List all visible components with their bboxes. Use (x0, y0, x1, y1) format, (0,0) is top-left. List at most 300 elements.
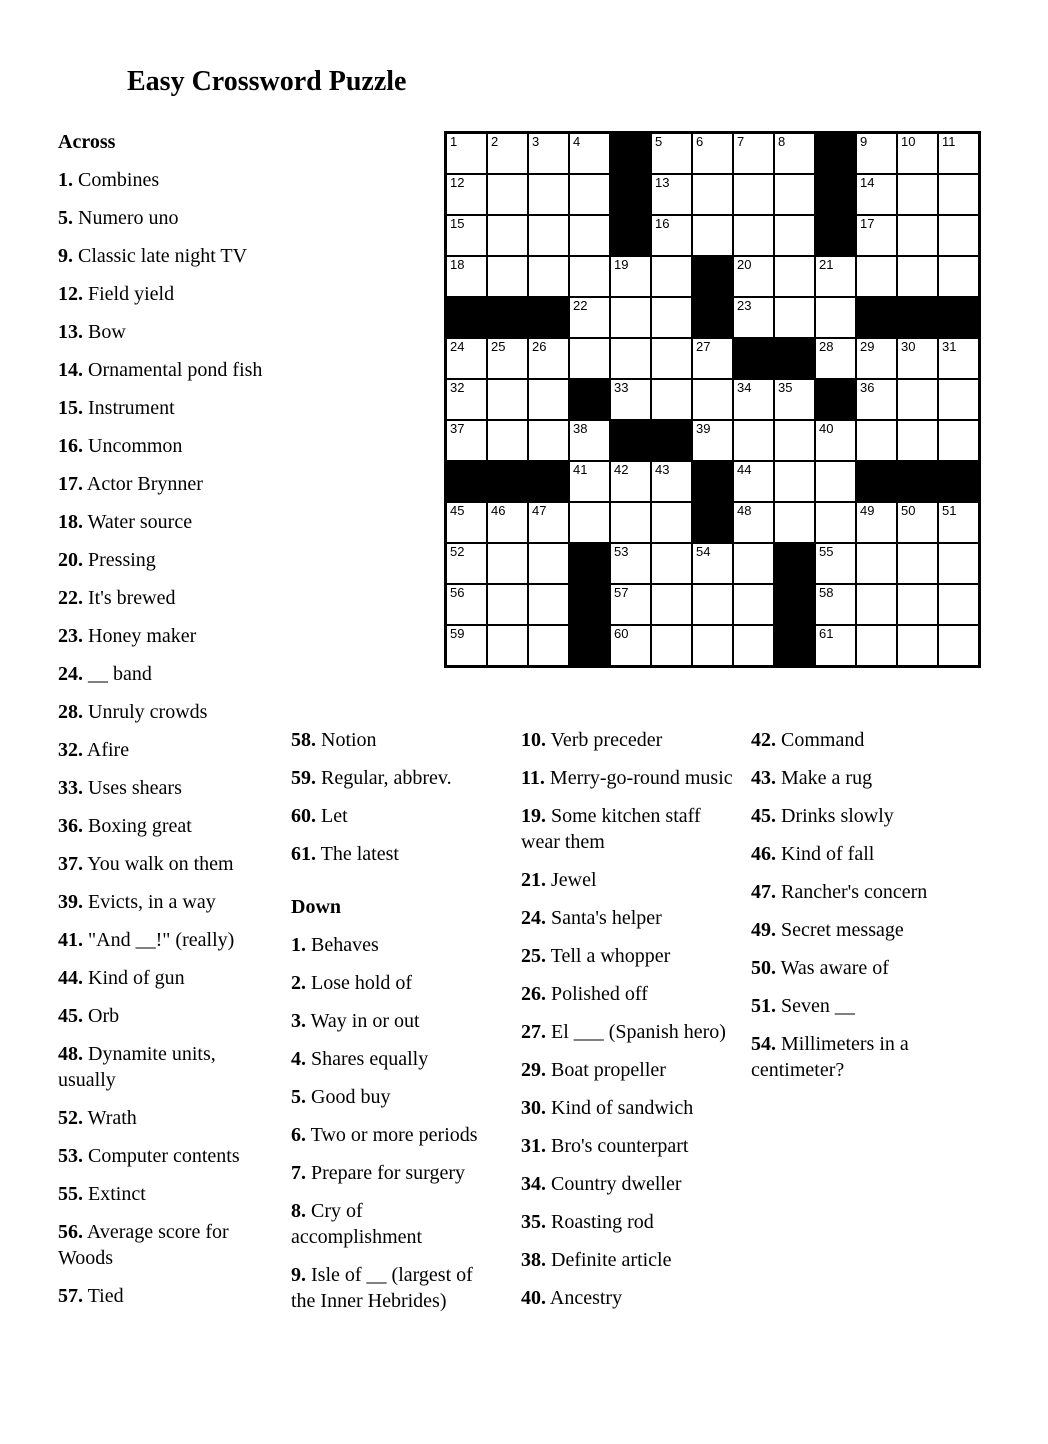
clue-down-8 (291, 1198, 493, 1250)
grid-cell[interactable] (938, 584, 979, 625)
black-cell (815, 379, 856, 420)
grid-cell[interactable] (856, 420, 897, 461)
grid-cell[interactable] (528, 338, 569, 379)
cell-number: 9 (860, 134, 868, 149)
grid-cell[interactable] (815, 625, 856, 666)
clue-text: Secret message (776, 919, 904, 941)
black-cell (610, 174, 651, 215)
clue-number: 52. (58, 1107, 83, 1129)
clue-text: Bro's counterpart (546, 1135, 689, 1157)
clue-down-6 (291, 1122, 493, 1148)
grid-cell[interactable] (733, 502, 774, 543)
grid-cell[interactable] (528, 502, 569, 543)
grid-cell[interactable] (856, 543, 897, 584)
grid-cell[interactable] (569, 297, 610, 338)
grid-cell[interactable] (610, 338, 651, 379)
grid-cell[interactable] (815, 420, 856, 461)
grid-cell[interactable] (610, 256, 651, 297)
cell-number: 29 (860, 339, 875, 354)
grid-cell[interactable] (569, 420, 610, 461)
grid-cell[interactable] (897, 625, 938, 666)
grid-cell[interactable] (651, 338, 692, 379)
clue-number: 46. (751, 843, 776, 865)
grid-cell[interactable] (692, 174, 733, 215)
clue-text: Unruly crowds (83, 701, 208, 723)
cell-number: 22 (573, 298, 588, 313)
clue-down-11 (521, 765, 737, 791)
grid-cell[interactable] (815, 256, 856, 297)
grid-cell[interactable] (610, 297, 651, 338)
clue-text: Definite article (546, 1249, 672, 1271)
grid-cell[interactable] (569, 133, 610, 174)
clue-number: 26. (521, 983, 546, 1005)
grid-cell[interactable] (446, 133, 487, 174)
cell-number: 17 (860, 216, 875, 231)
clue-number: 42. (751, 729, 776, 751)
grid-cell[interactable] (610, 543, 651, 584)
grid-cell[interactable] (856, 338, 897, 379)
black-cell (528, 297, 569, 338)
grid-cell[interactable] (856, 379, 897, 420)
clue-number: 37. (58, 853, 83, 875)
grid-cell[interactable] (938, 215, 979, 256)
clue-down-26 (521, 981, 737, 1007)
clue-text: Computer contents (83, 1145, 240, 1167)
black-cell (610, 133, 651, 174)
grid-cell[interactable] (938, 338, 979, 379)
cell-number: 21 (819, 257, 834, 272)
grid-cell[interactable] (733, 584, 774, 625)
clue-text: Shares equally (306, 1048, 429, 1070)
clue-number: 21. (521, 869, 546, 891)
grid-cell[interactable] (569, 256, 610, 297)
clue-text: Orb (83, 1005, 120, 1027)
grid-cell[interactable] (651, 297, 692, 338)
clue-across-45 (58, 1003, 276, 1029)
grid-cell[interactable] (692, 379, 733, 420)
clue-down-42 (751, 727, 957, 753)
clue-across-23 (58, 623, 276, 649)
clue-across-22 (58, 585, 276, 611)
grid-cell[interactable] (487, 338, 528, 379)
clue-down-51 (751, 993, 957, 1019)
cell-number: 32 (450, 380, 465, 395)
clue-column-3 (521, 727, 737, 1323)
grid-cell[interactable] (487, 174, 528, 215)
clue-down-3 (291, 1008, 493, 1034)
clue-text: It's brewed (83, 587, 176, 609)
clue-text: Polished off (546, 983, 648, 1005)
grid-cell[interactable] (897, 338, 938, 379)
grid-cell[interactable] (446, 584, 487, 625)
grid-cell[interactable] (569, 215, 610, 256)
black-cell (692, 461, 733, 502)
clue-text: Millimeters in a centimeter? (751, 1033, 909, 1081)
cell-number: 59 (450, 626, 465, 641)
cell-number: 55 (819, 544, 834, 559)
grid-cell[interactable] (938, 625, 979, 666)
grid-cell[interactable] (610, 461, 651, 502)
black-cell (446, 297, 487, 338)
grid-cell[interactable] (733, 215, 774, 256)
clue-down-21 (521, 867, 737, 893)
grid-cell[interactable] (733, 256, 774, 297)
grid-cell[interactable] (733, 379, 774, 420)
grid-cell[interactable] (528, 174, 569, 215)
grid-cell[interactable] (692, 420, 733, 461)
cell-number: 37 (450, 421, 465, 436)
clue-number: 9. (291, 1264, 306, 1286)
clue-text: Field yield (83, 283, 175, 305)
grid-cell[interactable] (446, 379, 487, 420)
grid-cell[interactable] (938, 502, 979, 543)
grid-cell[interactable] (938, 379, 979, 420)
clue-number: 43. (751, 767, 776, 789)
cell-number: 60 (614, 626, 629, 641)
clue-text: Merry-go-round music (544, 767, 733, 789)
clue-number: 54. (751, 1033, 776, 1055)
clue-down-19 (521, 803, 737, 855)
black-cell (856, 461, 897, 502)
grid-cell[interactable] (487, 625, 528, 666)
clue-text: Way in or out (306, 1010, 420, 1032)
clue-text: The latest (316, 843, 399, 865)
clue-text: Evicts, in a way (83, 891, 216, 913)
grid-cell[interactable] (651, 502, 692, 543)
grid-cell[interactable] (774, 461, 815, 502)
grid-cell[interactable] (733, 420, 774, 461)
clue-text: Behaves (306, 934, 379, 956)
clue-text: Actor Brynner (83, 473, 203, 495)
clue-across-12 (58, 281, 276, 307)
clue-number: 11. (521, 767, 545, 789)
grid-cell[interactable] (651, 256, 692, 297)
grid-cell[interactable] (774, 133, 815, 174)
cell-number: 25 (491, 339, 506, 354)
grid-cell[interactable] (487, 502, 528, 543)
grid-cell[interactable] (651, 584, 692, 625)
grid-cell[interactable] (446, 625, 487, 666)
clue-down-47 (751, 879, 957, 905)
grid-cell[interactable] (774, 297, 815, 338)
grid-cell[interactable] (528, 133, 569, 174)
grid-cell[interactable] (569, 174, 610, 215)
clue-number: 30. (521, 1097, 546, 1119)
grid-cell[interactable] (487, 379, 528, 420)
clue-number: 24. (521, 907, 546, 929)
grid-cell[interactable] (897, 420, 938, 461)
grid-cell[interactable] (651, 174, 692, 215)
cell-number: 1 (450, 134, 458, 149)
grid-cell[interactable] (651, 543, 692, 584)
grid-cell[interactable] (651, 215, 692, 256)
clue-down-10 (521, 727, 737, 753)
clue-number: 18. (58, 511, 83, 533)
clue-across-55 (58, 1181, 276, 1207)
clue-down-24 (521, 905, 737, 931)
clue-number: 44. (58, 967, 83, 989)
clue-column-2 (291, 727, 493, 1326)
grid-cell[interactable] (856, 502, 897, 543)
clue-text: Was aware of (776, 957, 889, 979)
grid-cell[interactable] (487, 256, 528, 297)
cell-number: 44 (737, 462, 752, 477)
grid-cell[interactable] (774, 256, 815, 297)
clue-text: You walk on them (83, 853, 234, 875)
clue-number: 29. (521, 1059, 546, 1081)
cell-number: 4 (573, 134, 581, 149)
grid-cell[interactable] (733, 543, 774, 584)
clue-text: Honey maker (83, 625, 197, 647)
clue-text: Rancher's concern (776, 881, 928, 903)
grid-cell[interactable] (856, 215, 897, 256)
grid-cell[interactable] (651, 133, 692, 174)
grid-cell[interactable] (528, 256, 569, 297)
cell-number: 43 (655, 462, 670, 477)
clue-text: Afire (83, 739, 130, 761)
grid-cell[interactable] (487, 215, 528, 256)
cell-number: 46 (491, 503, 506, 518)
cell-number: 16 (655, 216, 670, 231)
clue-number: 47. (751, 881, 776, 903)
cell-number: 45 (450, 503, 465, 518)
grid-cell[interactable] (815, 338, 856, 379)
cell-number: 57 (614, 585, 629, 600)
clue-text: Classic late night TV (73, 245, 248, 267)
grid-cell[interactable] (897, 379, 938, 420)
grid-cell[interactable] (692, 338, 733, 379)
clue-number: 48. (58, 1043, 83, 1065)
clue-down-31 (521, 1133, 737, 1159)
grid-cell[interactable] (897, 133, 938, 174)
grid-cell[interactable] (897, 543, 938, 584)
clue-text: Dynamite units, usually (58, 1043, 216, 1091)
grid-cell[interactable] (733, 174, 774, 215)
grid-cell[interactable] (774, 420, 815, 461)
grid-cell[interactable] (856, 133, 897, 174)
grid-cell[interactable] (651, 461, 692, 502)
grid-cell[interactable] (856, 584, 897, 625)
black-cell (815, 174, 856, 215)
cell-number: 53 (614, 544, 629, 559)
clue-number: 34. (521, 1173, 546, 1195)
black-cell (569, 543, 610, 584)
grid-cell[interactable] (610, 625, 651, 666)
clue-down-49 (751, 917, 957, 943)
clue-down-7 (291, 1160, 493, 1186)
grid-cell[interactable] (897, 215, 938, 256)
grid-cell[interactable] (487, 543, 528, 584)
cell-number: 56 (450, 585, 465, 600)
clue-text: Country dweller (546, 1173, 682, 1195)
grid-cell[interactable] (487, 133, 528, 174)
grid-cell[interactable] (774, 174, 815, 215)
cell-number: 26 (532, 339, 547, 354)
grid-cell[interactable] (856, 174, 897, 215)
grid-cell[interactable] (938, 133, 979, 174)
clue-number: 17. (58, 473, 83, 495)
grid-cell[interactable] (610, 502, 651, 543)
clue-text: Seven __ (776, 995, 855, 1017)
clue-across-48 (58, 1041, 276, 1093)
clue-across-53 (58, 1143, 276, 1169)
grid-cell[interactable] (815, 297, 856, 338)
clue-across-13 (58, 319, 276, 345)
grid-cell[interactable] (733, 133, 774, 174)
clue-down-50 (751, 955, 957, 981)
cell-number: 42 (614, 462, 629, 477)
grid-cell[interactable] (569, 338, 610, 379)
black-cell (774, 338, 815, 379)
cell-number: 52 (450, 544, 465, 559)
clue-number: 20. (58, 549, 83, 571)
grid-cell[interactable] (569, 461, 610, 502)
cell-number: 58 (819, 585, 834, 600)
grid-cell[interactable] (528, 420, 569, 461)
grid-cell[interactable] (897, 174, 938, 215)
clue-number: 14. (58, 359, 83, 381)
clue-down-4 (291, 1046, 493, 1072)
grid-cell[interactable] (774, 379, 815, 420)
grid-cell[interactable] (774, 215, 815, 256)
grid-cell[interactable] (610, 379, 651, 420)
clue-across-56 (58, 1219, 276, 1271)
clue-text: Kind of fall (776, 843, 875, 865)
grid-cell[interactable] (446, 174, 487, 215)
cell-number: 13 (655, 175, 670, 190)
grid-cell[interactable] (692, 543, 733, 584)
cell-number: 10 (901, 134, 916, 149)
grid-cell[interactable] (610, 584, 651, 625)
cell-number: 34 (737, 380, 752, 395)
clue-number: 8. (291, 1200, 306, 1222)
cell-number: 2 (491, 134, 499, 149)
clue-number: 50. (751, 957, 776, 979)
clue-number: 32. (58, 739, 83, 761)
cell-number: 35 (778, 380, 793, 395)
grid-cell[interactable] (487, 584, 528, 625)
clue-text: Tell a whopper (546, 945, 671, 967)
clue-down-30 (521, 1095, 737, 1121)
grid-cell[interactable] (446, 338, 487, 379)
clue-number: 23. (58, 625, 83, 647)
cell-number: 39 (696, 421, 711, 436)
clue-number: 59. (291, 767, 316, 789)
grid-cell[interactable] (528, 625, 569, 666)
clue-number: 12. (58, 283, 83, 305)
grid-cell[interactable] (446, 215, 487, 256)
cell-number: 38 (573, 421, 588, 436)
cell-number: 30 (901, 339, 916, 354)
clue-down-54 (751, 1031, 957, 1083)
grid-cell[interactable] (897, 256, 938, 297)
clue-across-58 (291, 727, 493, 753)
grid-cell[interactable] (938, 256, 979, 297)
grid-cell[interactable] (815, 502, 856, 543)
clue-number: 1. (58, 169, 73, 191)
cell-number: 11 (942, 134, 956, 149)
grid-cell[interactable] (528, 584, 569, 625)
cell-number: 50 (901, 503, 916, 518)
grid-cell[interactable] (897, 584, 938, 625)
clue-number: 25. (521, 945, 546, 967)
clue-across-39 (58, 889, 276, 915)
grid-cell[interactable] (733, 297, 774, 338)
grid-cell[interactable] (487, 420, 528, 461)
grid-cell[interactable] (569, 502, 610, 543)
grid-cell[interactable] (815, 543, 856, 584)
clue-text: Make a rug (776, 767, 873, 789)
clue-number: 61. (291, 843, 316, 865)
grid-cell[interactable] (528, 379, 569, 420)
grid-cell[interactable] (815, 584, 856, 625)
cell-number: 49 (860, 503, 875, 518)
black-cell (610, 420, 651, 461)
clue-text: Notion (316, 729, 377, 751)
grid-cell[interactable] (446, 543, 487, 584)
clue-across-16 (58, 433, 276, 459)
clue-text: Ornamental pond fish (83, 359, 263, 381)
clue-text: Boat propeller (546, 1059, 666, 1081)
grid-cell[interactable] (938, 543, 979, 584)
clue-text: Water source (83, 511, 193, 533)
clue-down-1 (291, 932, 493, 958)
clue-text: Roasting rod (546, 1211, 654, 1233)
grid-cell[interactable] (446, 502, 487, 543)
grid-cell[interactable] (938, 174, 979, 215)
clue-number: 22. (58, 587, 83, 609)
grid-cell[interactable] (692, 625, 733, 666)
across-heading: Across (58, 131, 116, 153)
black-cell (569, 625, 610, 666)
grid-cell[interactable] (446, 420, 487, 461)
grid-cell[interactable] (856, 625, 897, 666)
grid-cell[interactable] (897, 502, 938, 543)
grid-cell[interactable] (774, 502, 815, 543)
grid-cell[interactable] (856, 256, 897, 297)
grid-cell[interactable] (938, 420, 979, 461)
grid-cell[interactable] (528, 543, 569, 584)
cell-number: 41 (573, 462, 588, 477)
clue-down-43 (751, 765, 957, 791)
clue-column-1 (58, 129, 276, 1321)
grid-cell[interactable] (446, 256, 487, 297)
clue-number: 45. (751, 805, 776, 827)
clue-number: 6. (291, 1124, 306, 1146)
grid-cell[interactable] (733, 461, 774, 502)
clue-text: Uncommon (83, 435, 183, 457)
grid-cell[interactable] (528, 215, 569, 256)
grid-cell[interactable] (815, 461, 856, 502)
page-title: Easy Crossword Puzzle (127, 66, 407, 97)
clue-text: Command (776, 729, 865, 751)
clue-number: 15. (58, 397, 83, 419)
grid-cell[interactable] (692, 215, 733, 256)
clue-number: 38. (521, 1249, 546, 1271)
cell-number: 15 (450, 216, 465, 231)
clue-number: 13. (58, 321, 83, 343)
grid-cell[interactable] (692, 584, 733, 625)
grid-cell[interactable] (651, 379, 692, 420)
clue-text: Let (316, 805, 348, 827)
grid-cell[interactable] (692, 133, 733, 174)
clue-text: Lose hold of (306, 972, 413, 994)
cell-number: 19 (614, 257, 629, 272)
clue-across-37 (58, 851, 276, 877)
grid-cell[interactable] (651, 625, 692, 666)
grid-cell[interactable] (733, 625, 774, 666)
black-cell (938, 461, 979, 502)
